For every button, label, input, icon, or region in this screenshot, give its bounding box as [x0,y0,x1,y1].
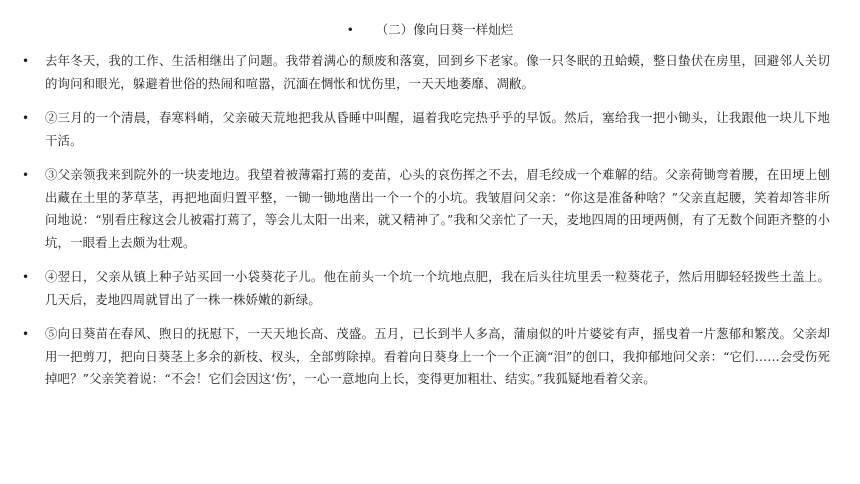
paragraph-text: ④翌日，父亲从镇上种子站买回一小袋葵花子儿。他在前头一个坑一个坑地点肥，我在后头往坑里丢一粒葵花子，然后用脚轻轻拨些土盖上。几天后，麦地四周就冒出了一株一株娇嫩的新绿。 [45,269,830,307]
bullet-icon: • [22,111,30,125]
bullet-icon: • [22,270,30,284]
section-heading [0,20,860,40]
paragraph-3 [18,164,830,254]
heading-bullet: • [346,23,354,37]
paragraph-5 [18,323,830,391]
paragraph-text: 去年冬天，我的工作、生活相继出了问题。我带着满心的颓废和落寞，回到乡下老家。像一只冬眠的丑蛤蟆，整日蛰伏在房里，回避邻人关切的询问和眼光，躲避着世俗的热闹和喧嚣，沉湎在惆怅和忧伤里，一天天地萎靡、凋敝。 [45,53,830,91]
bullet-icon: • [22,327,30,341]
paragraph-text: ②三月的一个清晨，春寒料峭，父亲破天荒地把我从昏睡中叫醒，逼着我吃完热乎乎的早饭。然后，塞给我一把小锄头，让我跟他一块儿下地干活。 [45,110,830,148]
paragraph-1 [18,50,830,95]
bullet-icon: • [22,168,30,182]
paragraph-2 [18,107,830,152]
heading-text: （二）像向日葵一样灿烂 [375,22,514,37]
paragraph-4 [18,266,830,311]
paragraph-list [18,50,830,403]
paragraph-text: ⑤向日葵苗在春风、煦日的抚慰下，一天天地长高、茂盛。五月，已长到半人多高，蒲扇似的叶片婆娑有声，摇曳着一片葱郁和繁茂。父亲却用一把剪刀，把向日葵茎上多余的新枝、杈头，全部剪除掉。看着向日葵身上一个一个正滴“泪”的创口，我抑郁地问父亲：“它们……会受伤死掉吧？”父亲笑着说：“不会！它们会因这‘伤’，一心一意地向上长，变得更加粗壮、结实。”我狐疑地看着父亲。 [45,326,830,386]
paragraph-text: ③父亲领我来到院外的一块麦地边。我望着被薄霜打蔫的麦苗，心头的哀伤挥之不去，眉毛绞成一个难解的结。父亲荷锄弯着腰，在田埂上刨出藏在土里的茅草茎，再把地面归置平整，一锄一锄地凿出一个一个的小坑。我皱眉问父亲：“你这是准备种啥？”父亲直起腰，笑着却答非所问地说：“别看庄稼这会儿被霜打蔫了，等会儿太阳一出来，就又精神了。”我和父亲忙了一天，麦地四周的田埂两侧，有了无数个间距齐整的小坑，一眼看上去颇为壮观。 [45,167,830,250]
bullet-icon: • [22,54,30,68]
